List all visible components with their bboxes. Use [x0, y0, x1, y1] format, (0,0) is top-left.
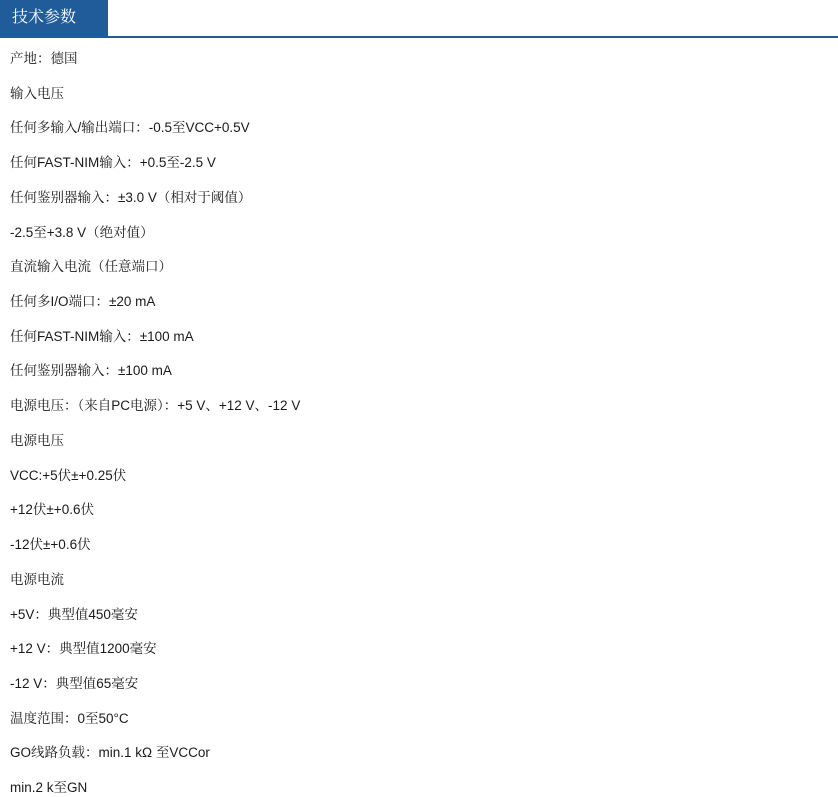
spec-line: GO线路负载：min.1 kΩ 至VCCor — [10, 745, 210, 761]
spec-line: +12伏±+0.6伏 — [10, 502, 94, 518]
spec-line: +12 V：典型值1200毫安 — [10, 641, 157, 657]
spec-line: 电源电压 — [10, 432, 64, 448]
spec-line: 任何多输入/输出端口：-0.5至VCC+0.5V — [10, 120, 250, 136]
spec-line: 产地：德国 — [10, 51, 78, 66]
spec-line: -2.5至+3.8 V（绝对值） — [10, 224, 154, 240]
spec-line: 任何鉴别器输入：±3.0 V（相对于阈值） — [10, 189, 252, 205]
spec-line: +5V：典型值450毫安 — [10, 606, 138, 622]
spec-line: 输入电压 — [10, 85, 64, 101]
spec-line: -12 V：典型值65毫安 — [10, 675, 139, 691]
spec-line: 电源电压：（来自PC电源）：+5 V、+12 V、-12 V — [10, 398, 301, 414]
spec-line: VCC:+5伏±+0.25伏 — [10, 467, 127, 483]
spec-line: -12伏±+0.6伏 — [10, 537, 91, 553]
spec-line: 电源电流 — [10, 571, 64, 587]
spec-line: 温度范围：0至50°C — [10, 710, 129, 726]
section-title-tab: 技术参数 — [0, 0, 108, 36]
spec-line: 任何鉴别器输入：±100 mA — [10, 363, 172, 379]
specification-list — [0, 38, 838, 797]
spec-line: 任何FAST-NIM输入：±100 mA — [10, 328, 194, 344]
spec-line: 任何FAST-NIM输入：+0.5至-2.5 V — [10, 155, 216, 171]
spec-line: min.2 k至GN — [10, 780, 88, 796]
spec-line: 直流输入电流（任意端口） — [10, 259, 172, 275]
spec-line: 任何多I/O端口：±20 mA — [10, 294, 156, 310]
section-header-bar — [0, 0, 838, 38]
